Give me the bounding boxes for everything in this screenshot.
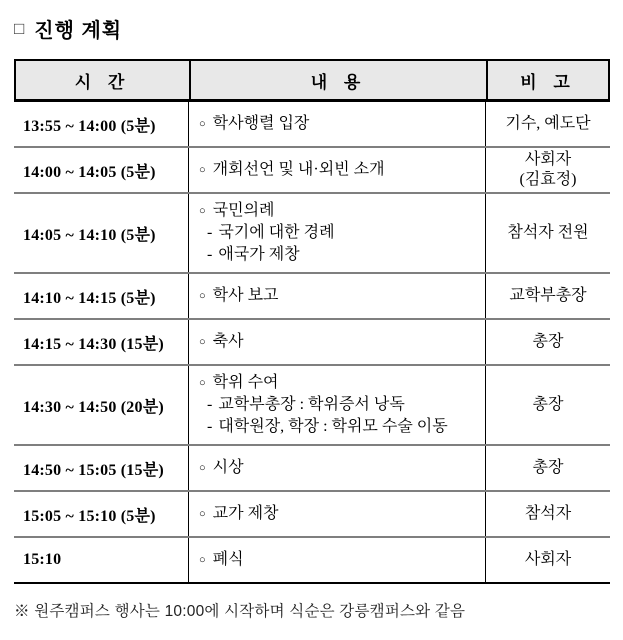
schedule-table: [14, 59, 610, 584]
content-line: [199, 549, 481, 571]
content-line: [199, 285, 481, 307]
content-line: [199, 503, 481, 525]
table-row: [14, 538, 610, 584]
content-text: 교학부총장 : 학위증서 낭독: [218, 396, 405, 413]
header-cell-content: 내 용: [191, 61, 488, 99]
header-cell-time: 시 간: [16, 61, 191, 99]
circle-bullet-icon: ○: [199, 118, 206, 130]
table-row: [14, 102, 610, 148]
note-line: 참석자: [524, 505, 572, 522]
content-cell: [189, 102, 486, 146]
content-line: [199, 222, 481, 244]
content-cell: [189, 194, 486, 272]
note-cell: [486, 538, 610, 582]
content-line: [199, 331, 481, 353]
table-row: [14, 274, 610, 320]
note-line: 총장: [532, 459, 564, 476]
content-line: [199, 113, 481, 135]
table-header-row: [14, 59, 610, 102]
footnote: ※ 원주캠퍼스 행사는 10:00에 시작하며 식순은 강릉캠퍼스와 같음: [14, 603, 466, 620]
dash-bullet-icon: -: [207, 224, 213, 241]
content-text: 폐식: [212, 551, 244, 568]
note-line: 사회자: [524, 551, 572, 568]
note-cell: [486, 148, 610, 192]
note-cell: [486, 194, 610, 272]
table-row: [14, 194, 610, 274]
table-row: [14, 320, 610, 366]
circle-bullet-icon: ○: [199, 336, 206, 348]
note-line: 총장: [532, 333, 564, 350]
time-cell: 15:10: [14, 538, 189, 582]
circle-bullet-icon: ○: [199, 462, 206, 474]
dash-bullet-icon: -: [207, 418, 213, 435]
square-bullet-icon: □: [14, 19, 26, 38]
content-text: 학사행렬 입장: [212, 115, 310, 132]
content-line: [199, 244, 481, 266]
content-cell: [189, 366, 486, 444]
note-cell: [486, 102, 610, 146]
time-cell: 14:30 ~ 14:50 (20분): [14, 366, 189, 444]
content-line: [199, 159, 481, 181]
content-text: 학위 수여: [212, 374, 279, 391]
circle-bullet-icon: ○: [199, 205, 206, 217]
page-title-text: 진행 계획: [34, 20, 123, 42]
note-line: (김효정): [519, 171, 577, 188]
time-cell: 13:55 ~ 14:00 (5분): [14, 102, 189, 146]
content-text: 국민의례: [212, 202, 275, 219]
note-line: 참석자 전원: [507, 224, 589, 241]
time-cell: 14:00 ~ 14:05 (5분): [14, 148, 189, 192]
circle-bullet-icon: ○: [199, 554, 206, 566]
content-text: 애국가 제창: [218, 246, 300, 263]
note-line: 사회자: [524, 151, 572, 168]
content-cell: [189, 446, 486, 490]
note-line: 교학부총장: [509, 287, 587, 304]
header-cell-note: 비 고: [520, 72, 576, 92]
note-cell: [486, 274, 610, 318]
time-cell: 14:05 ~ 14:10 (5분): [14, 194, 189, 272]
dash-bullet-icon: -: [207, 396, 213, 413]
content-text: 대학원장, 학장 : 학위모 수술 이동: [218, 418, 448, 435]
content-text: 국기에 대한 경례: [218, 224, 335, 241]
content-line: [199, 457, 481, 479]
table-row: [14, 148, 610, 194]
content-cell: [189, 320, 486, 364]
content-line: [199, 416, 481, 438]
content-text: 축사: [212, 333, 244, 350]
content-cell: [189, 148, 486, 192]
content-text: 개회선언 및 내·외빈 소개: [212, 161, 385, 178]
content-text: 시상: [212, 459, 244, 476]
content-text: 학사 보고: [212, 287, 279, 304]
content-cell: [189, 538, 486, 582]
content-line: [199, 200, 481, 222]
time-cell: 14:15 ~ 14:30 (15분): [14, 320, 189, 364]
note-cell: [486, 320, 610, 364]
note-line: 기수, 예도단: [505, 115, 591, 132]
note-cell: [486, 366, 610, 444]
content-text: 교가 제창: [212, 505, 279, 522]
circle-bullet-icon: ○: [199, 377, 206, 389]
time-cell: 14:50 ~ 15:05 (15분): [14, 446, 189, 490]
note-line: 총장: [532, 396, 564, 413]
table-row: [14, 366, 610, 446]
time-cell: 15:05 ~ 15:10 (5분): [14, 492, 189, 536]
table-row: [14, 492, 610, 538]
dash-bullet-icon: -: [207, 246, 213, 263]
content-line: [199, 394, 481, 416]
circle-bullet-icon: ○: [199, 290, 206, 302]
time-cell: 14:10 ~ 14:15 (5분): [14, 274, 189, 318]
content-cell: [189, 274, 486, 318]
content-cell: [189, 492, 486, 536]
content-line: [199, 372, 481, 394]
table-row: [14, 446, 610, 492]
circle-bullet-icon: ○: [199, 164, 206, 176]
note-cell: [486, 492, 610, 536]
circle-bullet-icon: ○: [199, 508, 206, 520]
note-cell: [486, 446, 610, 490]
page-title: [14, 14, 623, 43]
